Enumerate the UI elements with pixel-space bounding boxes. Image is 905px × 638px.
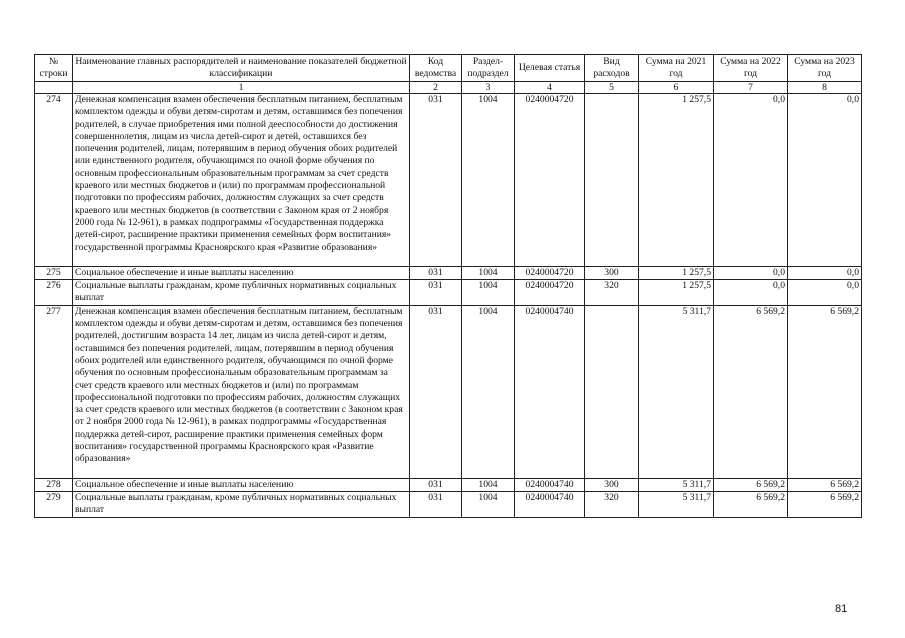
column-number: 8 bbox=[788, 82, 862, 94]
row-name: Социальные выплаты гражданам, кроме публичных нормативных социальных выплат bbox=[73, 491, 410, 517]
column-number: 5 bbox=[585, 82, 639, 94]
column-number: 6 bbox=[639, 82, 714, 94]
row-sum-2021: 1 257,5 bbox=[639, 280, 714, 306]
row-sum-2023: 0,0 bbox=[788, 94, 862, 267]
column-number: 1 bbox=[73, 82, 410, 94]
column-number bbox=[35, 82, 73, 94]
row-section: 1004 bbox=[462, 478, 515, 491]
row-target-item: 0240004740 bbox=[515, 478, 585, 491]
row-sum-2021: 5 311,7 bbox=[639, 305, 714, 478]
table-row bbox=[35, 280, 862, 306]
row-target-item: 0240004740 bbox=[515, 491, 585, 517]
row-expense-type: 320 bbox=[585, 491, 639, 517]
row-number: 276 bbox=[35, 280, 73, 306]
row-target-item: 0240004720 bbox=[515, 266, 585, 279]
row-name: Денежная компенсация взамен обеспечения бесплатным питанием, бесплатным комплектом одежды и обуви детям-сиротам и детям, оставшимся без попечения родителей, достигшим возраста 14 лет, лицам из числа детей-сирот и детям, оставшимся без попечения родителей, лицам, потерявшим в период обучения обоих родителей или единственного родителя, обучающимся по очной форме обучения по основным профессиональным образовательным программам за счет средств краевого или местных бюджетов и (или) по программам профессиональной подготовки по профессиям рабочих, должностям служащих за счет средств краевого или местных бюджетов (в соответствии с Законом края от 2 ноября 2000 года № 12-961), в рамках подпрограммы «Государственная поддержка детей-сирот, расширение практики применения семейных форм воспитания» государственной программы Красноярского края «Развитие образования» bbox=[73, 305, 410, 478]
row-name: Социальное обеспечение и иные выплаты населению bbox=[73, 266, 410, 279]
row-section: 1004 bbox=[462, 280, 515, 306]
row-sum-2022: 0,0 bbox=[714, 266, 788, 279]
row-sum-2023: 0,0 bbox=[788, 280, 862, 306]
table-row bbox=[35, 478, 862, 491]
table-row bbox=[35, 305, 862, 478]
row-section: 1004 bbox=[462, 305, 515, 478]
row-number: 279 bbox=[35, 491, 73, 517]
row-sum-2021: 1 257,5 bbox=[639, 266, 714, 279]
table-row bbox=[35, 491, 862, 517]
row-sum-2022: 6 569,2 bbox=[714, 305, 788, 478]
row-expense-type: 320 bbox=[585, 280, 639, 306]
row-sum-2021: 5 311,7 bbox=[639, 478, 714, 491]
budget-table bbox=[34, 54, 862, 518]
column-number: 2 bbox=[410, 82, 462, 94]
column-number-row bbox=[35, 82, 862, 94]
row-number: 278 bbox=[35, 478, 73, 491]
row-sum-2022: 0,0 bbox=[714, 94, 788, 267]
header-row-number: № строки bbox=[35, 55, 73, 82]
row-department-code: 031 bbox=[410, 478, 462, 491]
row-sum-2023: 0,0 bbox=[788, 266, 862, 279]
row-department-code: 031 bbox=[410, 305, 462, 478]
row-sum-2022: 6 569,2 bbox=[714, 491, 788, 517]
header-sum-2021: Сумма на 2021 год bbox=[639, 55, 714, 82]
header-target-item: Целевая статья bbox=[515, 55, 585, 82]
header-row bbox=[35, 55, 862, 82]
row-expense-type: 300 bbox=[585, 478, 639, 491]
row-department-code: 031 bbox=[410, 94, 462, 267]
row-expense-type bbox=[585, 94, 639, 267]
table-row bbox=[35, 266, 862, 279]
row-department-code: 031 bbox=[410, 491, 462, 517]
row-department-code: 031 bbox=[410, 280, 462, 306]
row-target-item: 0240004740 bbox=[515, 305, 585, 478]
row-sum-2022: 6 569,2 bbox=[714, 478, 788, 491]
row-target-item: 0240004720 bbox=[515, 280, 585, 306]
column-number: 4 bbox=[515, 82, 585, 94]
header-sum-2022: Сумма на 2022 год bbox=[714, 55, 788, 82]
row-expense-type: 300 bbox=[585, 266, 639, 279]
row-sum-2022: 0,0 bbox=[714, 280, 788, 306]
row-sum-2021: 1 257,5 bbox=[639, 94, 714, 267]
row-sum-2023: 6 569,2 bbox=[788, 491, 862, 517]
row-name: Социальные выплаты гражданам, кроме публичных нормативных социальных выплат bbox=[73, 280, 410, 306]
row-target-item: 0240004720 bbox=[515, 94, 585, 267]
row-number: 277 bbox=[35, 305, 73, 478]
row-expense-type bbox=[585, 305, 639, 478]
table-row bbox=[35, 94, 862, 267]
header-department-code: Код ведомства bbox=[410, 55, 462, 82]
row-number: 274 bbox=[35, 94, 73, 267]
header-expense-type: Вид расходов bbox=[585, 55, 639, 82]
row-section: 1004 bbox=[462, 491, 515, 517]
row-sum-2021: 5 311,7 bbox=[639, 491, 714, 517]
row-department-code: 031 bbox=[410, 266, 462, 279]
header-name: Наименование главных распорядителей и наименование показателей бюджетной классификации bbox=[73, 55, 410, 82]
row-name: Социальное обеспечение и иные выплаты населению bbox=[73, 478, 410, 491]
row-section: 1004 bbox=[462, 94, 515, 267]
page-number: 81 bbox=[835, 603, 848, 615]
column-number: 3 bbox=[462, 82, 515, 94]
row-number: 275 bbox=[35, 266, 73, 279]
row-sum-2023: 6 569,2 bbox=[788, 478, 862, 491]
column-number: 7 bbox=[714, 82, 788, 94]
header-sum-2023: Сумма на 2023 год bbox=[788, 55, 862, 82]
row-section: 1004 bbox=[462, 266, 515, 279]
row-sum-2023: 6 569,2 bbox=[788, 305, 862, 478]
header-section: Раздел-подраздел bbox=[462, 55, 515, 82]
row-name: Денежная компенсация взамен обеспечения бесплатным питанием, бесплатным комплектом одежды и обуви детям-сиротам и детям, оставшимся без попечения родителей, в случае приобретения ими полной дееспособности до достижения совершеннолетия, лицам из числа детей-сирот и детей, оставшихся без попечения родителей, лицам, потерявшим в период обучения обоих родителей или единственного родителя, обучающимся по очной форме обучения по основным профессиональным образовательным программам за счет средств краевого или местных бюджетов и (или) по программам профессиональной подготовки по профессиям рабочих, должностям служащих за счет средств краевого или местных бюджетов (в соответствии с Законом края от 2 ноября 2000 года № 12-961), в рамках подпрограммы «Государственная поддержка детей-сирот, расширение практики применения семейных форм воспитания» государственной программы Красноярского края «Развитие образования» bbox=[73, 94, 410, 267]
